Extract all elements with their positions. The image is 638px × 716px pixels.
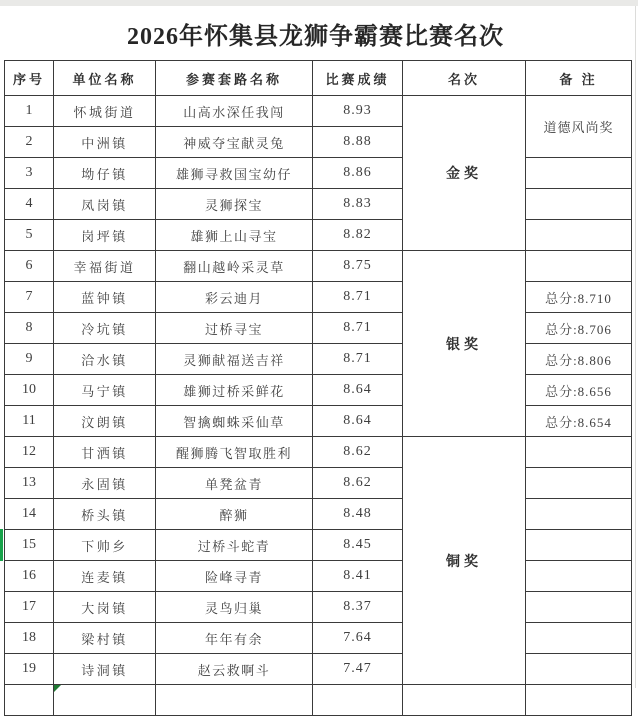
unit-cell[interactable]: 下帅乡	[54, 530, 156, 561]
unit-cell[interactable]: 岗坪镇	[54, 220, 156, 251]
unit-cell[interactable]: 连麦镇	[54, 561, 156, 592]
routine-cell[interactable]: 智擒蜘蛛采仙草	[156, 406, 313, 437]
gridline-right	[635, 6, 636, 688]
score-cell[interactable]: 8.83	[313, 189, 403, 220]
results-tbody	[5, 96, 632, 716]
unit-cell[interactable]: 诗洞镇	[54, 654, 156, 685]
score-cell[interactable]: 8.45	[313, 530, 403, 561]
routine-cell[interactable]: 灵鸟归巢	[156, 592, 313, 623]
serial-cell[interactable]: 1	[5, 96, 54, 127]
award-cell[interactable]: 银奖	[403, 251, 526, 437]
unit-cell[interactable]: 汶朗镇	[54, 406, 156, 437]
routine-cell[interactable]: 醒狮腾飞智取胜利	[156, 437, 313, 468]
routine-cell[interactable]	[156, 685, 313, 716]
score-cell[interactable]	[313, 685, 403, 716]
table-row	[5, 282, 632, 313]
table-row	[5, 406, 632, 437]
score-cell[interactable]: 7.64	[313, 623, 403, 654]
score-cell[interactable]: 8.37	[313, 592, 403, 623]
routine-cell[interactable]: 过桥斗蛇青	[156, 530, 313, 561]
serial-cell[interactable]: 6	[5, 251, 54, 282]
page-title: 2026年怀集县龙狮争霸赛比赛名次	[127, 23, 504, 50]
score-cell[interactable]: 8.48	[313, 499, 403, 530]
routine-cell[interactable]: 神威夺宝献灵兔	[156, 127, 313, 158]
column-header-routine[interactable]: 参赛套路名称	[156, 61, 313, 96]
unit-cell[interactable]: 梁村镇	[54, 623, 156, 654]
serial-cell[interactable]: 17	[5, 592, 54, 623]
note-cell[interactable]: 总分:8.656	[526, 375, 632, 406]
score-cell[interactable]: 7.47	[313, 654, 403, 685]
unit-cell[interactable]: 蓝钟镇	[54, 282, 156, 313]
note-cell[interactable]	[526, 561, 632, 592]
note-cell[interactable]	[526, 592, 632, 623]
score-cell[interactable]: 8.82	[313, 220, 403, 251]
table-row	[5, 592, 632, 623]
header-row	[5, 61, 632, 96]
column-header-remark[interactable]: 备 注	[526, 61, 632, 96]
unit-cell[interactable]: 大岗镇	[54, 592, 156, 623]
routine-cell[interactable]: 雄狮上山寻宝	[156, 220, 313, 251]
note-cell[interactable]	[526, 685, 632, 716]
routine-cell[interactable]: 年年有余	[156, 623, 313, 654]
table-row	[5, 251, 632, 282]
error-triangle-icon	[54, 685, 61, 692]
serial-cell[interactable]: 16	[5, 561, 54, 592]
routine-cell[interactable]: 单凳盆青	[156, 468, 313, 499]
routine-cell[interactable]: 赵云救啊斗	[156, 654, 313, 685]
routine-cell[interactable]: 山高水深任我闯	[156, 96, 313, 127]
note-cell[interactable]	[526, 437, 632, 468]
score-cell[interactable]: 8.64	[313, 375, 403, 406]
unit-cell[interactable]: 洽水镇	[54, 344, 156, 375]
column-header-score[interactable]: 比赛成绩	[313, 61, 403, 96]
table-row	[5, 623, 632, 654]
routine-cell[interactable]: 灵狮献福送吉祥	[156, 344, 313, 375]
note-cell[interactable]	[526, 499, 632, 530]
unit-cell[interactable]	[54, 685, 156, 716]
unit-cell[interactable]: 怀城街道	[54, 96, 156, 127]
serial-cell[interactable]: 8	[5, 313, 54, 344]
note-cell[interactable]: 总分:8.654	[526, 406, 632, 437]
serial-cell[interactable]	[5, 685, 54, 716]
score-cell[interactable]: 8.71	[313, 282, 403, 313]
routine-cell[interactable]: 险峰寻青	[156, 561, 313, 592]
award-cell[interactable]	[403, 685, 526, 716]
note-cell[interactable]: 总分:8.706	[526, 313, 632, 344]
unit-cell[interactable]: 永固镇	[54, 468, 156, 499]
table-row	[5, 654, 632, 685]
serial-cell[interactable]: 5	[5, 220, 54, 251]
unit-cell[interactable]: 坳仔镇	[54, 158, 156, 189]
serial-cell[interactable]: 19	[5, 654, 54, 685]
table-row	[5, 530, 632, 561]
table-row	[5, 344, 632, 375]
unit-cell[interactable]: 凤岗镇	[54, 189, 156, 220]
routine-cell[interactable]: 翻山越岭采灵草	[156, 251, 313, 282]
note-cell[interactable]	[526, 530, 632, 561]
title-bar	[0, 6, 631, 60]
score-cell[interactable]: 8.62	[313, 468, 403, 499]
routine-cell[interactable]: 彩云迪月	[156, 282, 313, 313]
column-header-unit[interactable]: 单位名称	[54, 61, 156, 96]
serial-cell[interactable]: 12	[5, 437, 54, 468]
unit-cell[interactable]: 冷坑镇	[54, 313, 156, 344]
note-cell[interactable]	[526, 623, 632, 654]
score-cell[interactable]: 8.93	[313, 96, 403, 127]
table-row	[5, 468, 632, 499]
routine-cell[interactable]: 雄狮寻救国宝幼仔	[156, 158, 313, 189]
routine-cell[interactable]: 过桥寻宝	[156, 313, 313, 344]
score-cell[interactable]: 8.86	[313, 158, 403, 189]
row-selection-indicator	[0, 529, 3, 561]
note-cell[interactable]	[526, 251, 632, 282]
serial-cell[interactable]: 4	[5, 189, 54, 220]
table-row	[5, 499, 632, 530]
serial-cell[interactable]: 15	[5, 530, 54, 561]
unit-cell[interactable]: 马宁镇	[54, 375, 156, 406]
unit-cell[interactable]: 中洲镇	[54, 127, 156, 158]
serial-cell[interactable]: 13	[5, 468, 54, 499]
serial-cell[interactable]: 7	[5, 282, 54, 313]
table-row	[5, 375, 632, 406]
serial-cell[interactable]: 9	[5, 344, 54, 375]
table-row	[5, 189, 632, 220]
unit-cell[interactable]: 幸福街道	[54, 251, 156, 282]
serial-cell[interactable]: 2	[5, 127, 54, 158]
table-row	[5, 96, 632, 127]
table-row	[5, 313, 632, 344]
unit-cell[interactable]: 甘洒镇	[54, 437, 156, 468]
routine-cell[interactable]: 雄狮过桥采鲜花	[156, 375, 313, 406]
award-cell[interactable]: 铜奖	[403, 437, 526, 685]
table-row	[5, 220, 632, 251]
serial-cell[interactable]: 10	[5, 375, 54, 406]
column-header-serial[interactable]: 序号	[5, 61, 54, 96]
score-cell[interactable]: 8.62	[313, 437, 403, 468]
score-cell[interactable]: 8.41	[313, 561, 403, 592]
note-cell[interactable]	[526, 654, 632, 685]
note-cell[interactable]	[526, 220, 632, 251]
note-cell[interactable]: 总分:8.710	[526, 282, 632, 313]
table-row	[5, 561, 632, 592]
serial-cell[interactable]: 14	[5, 499, 54, 530]
serial-cell[interactable]: 18	[5, 623, 54, 654]
note-cell[interactable]: 道德风尚奖	[526, 96, 632, 158]
results-table	[4, 60, 632, 716]
unit-cell[interactable]: 桥头镇	[54, 499, 156, 530]
note-cell[interactable]	[526, 468, 632, 499]
award-cell[interactable]: 金奖	[403, 96, 526, 251]
note-cell[interactable]	[526, 158, 632, 189]
serial-cell[interactable]: 11	[5, 406, 54, 437]
table-row-partial	[5, 685, 632, 716]
column-header-rank[interactable]: 名次	[403, 61, 526, 96]
note-cell[interactable]	[526, 189, 632, 220]
score-cell[interactable]: 8.75	[313, 251, 403, 282]
note-cell[interactable]: 总分:8.806	[526, 344, 632, 375]
score-cell[interactable]: 8.88	[313, 127, 403, 158]
routine-cell[interactable]: 醉狮	[156, 499, 313, 530]
score-cell[interactable]: 8.71	[313, 344, 403, 375]
table-row	[5, 437, 632, 468]
routine-cell[interactable]: 灵狮探宝	[156, 189, 313, 220]
table-row	[5, 158, 632, 189]
score-cell[interactable]: 8.71	[313, 313, 403, 344]
serial-cell[interactable]: 3	[5, 158, 54, 189]
score-cell[interactable]: 8.64	[313, 406, 403, 437]
